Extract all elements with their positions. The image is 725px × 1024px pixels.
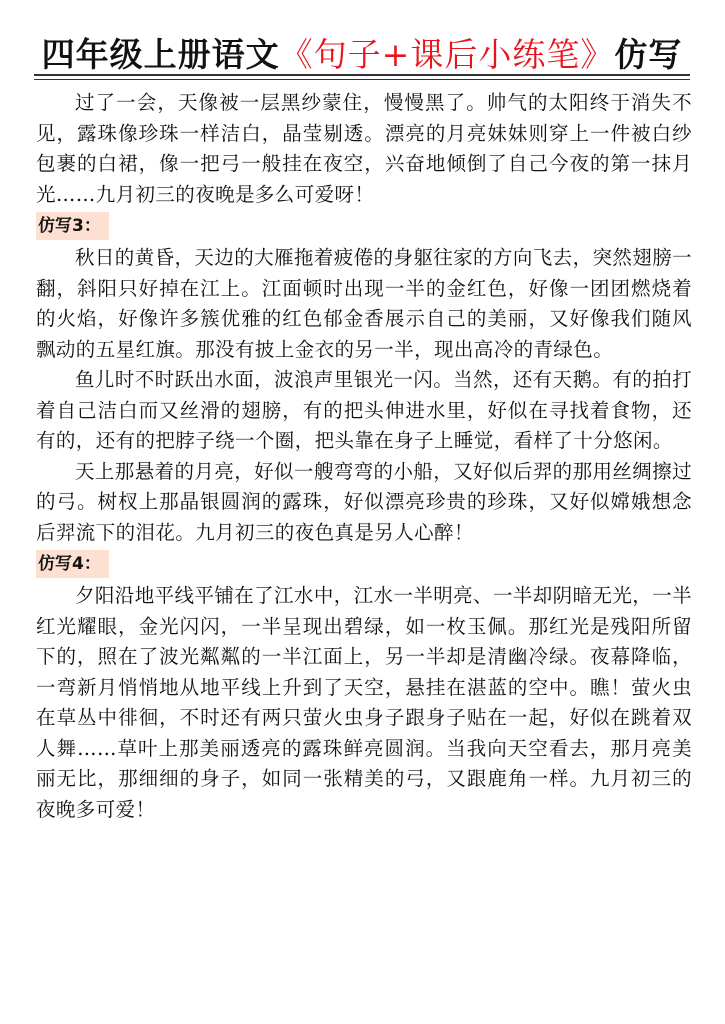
section-intro xyxy=(36,88,692,210)
section-imitation-3 xyxy=(36,210,692,548)
title-highlight: 《句子+课后小练笔》 xyxy=(279,35,615,74)
title-prefix: 四年级上册语文 xyxy=(41,35,280,74)
section-label: 仿写3： xyxy=(36,212,109,240)
section-label: 仿写4： xyxy=(36,550,109,578)
paragraph: 秋日的黄昏，天边的大雁拖着疲倦的身躯往家的方向飞去，突然翅膀一翻，斜阳只好掉在江上。江面顿时出现一半的金红色，好像一团团燃烧着的火焰，好像许多簇优雅的红色郁金香展示自己的美丽，又好像我们随风飘动的五星红旗。那没有披上金衣的另一半，现出高冷的青绿色。 xyxy=(36,246,692,361)
title-block xyxy=(34,36,690,74)
title-double-underline xyxy=(34,74,690,80)
page-title xyxy=(34,36,690,74)
paragraph: 夕阳沿地平线平铺在了江水中，江水一半明亮、一半却阴暗无光，一半红光耀眼，金光闪闪，一半呈现出碧绿，如一枚玉佩。那红光是残阳所留下的，照在了波光粼粼的一半江面上，另一半却是清幽冷绿。夜幕降临，一弯新月悄悄地从地平线上升到了天空，悬挂在湛蓝的空中。瞧！萤火虫在草丛中徘徊，不时还有两只萤火虫身子跟身子贴在一起，好似在跳着双人舞……草叶上那美丽透亮的露珠鲜亮圆润。当我向天空看去，那月亮美丽无比，那细细的身子，如同一张精美的弓，又跟鹿角一样。九月初三的夜晚多可爱！ xyxy=(36,584,692,821)
paragraph: 天上那悬着的月亮，好似一艘弯弯的小船，又好似后羿的那用丝绸擦过的弓。树杈上那晶银圆润的露珠，好似漂亮珍贵的珍珠，又好似嫦娥想念后羿流下的泪花。九月初三的夜色真是另人心醉！ xyxy=(36,459,692,544)
section-imitation-4 xyxy=(36,548,692,825)
paragraph: 鱼儿时不时跃出水面，波浪声里银光一闪。当然，还有天鹅。有的拍打着自己洁白而又丝滑的翅膀，有的把头伸进水里，好似在寻找着食物，还有的，还有的把脖子绕一个圈，把头靠在身子上睡觉，看样了十分悠闲。 xyxy=(36,368,692,452)
title-suffix: 仿写 xyxy=(614,35,683,74)
paragraph: 过了一会，天像被一层黑纱蒙住，慢慢黑了。帅气的太阳终于消失不见，露珠像珍珠一样洁白，晶莹剔透。漂亮的月亮妹妹则穿上一件被白纱包裹的白裙，像一把弓一般挂在夜空，兴奋地倾倒了自己今夜的第一抹月光……九月初三的夜晚是多么可爱呀！ xyxy=(36,91,692,206)
document-body xyxy=(36,88,692,825)
